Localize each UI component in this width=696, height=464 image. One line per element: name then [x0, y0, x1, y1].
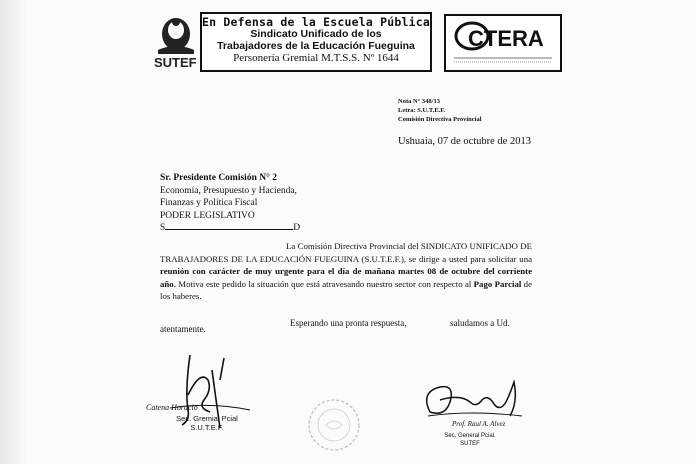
letterhead-box: [200, 12, 432, 72]
ctera-logo: [444, 14, 562, 72]
note-commission: Comisión Directiva Provincial: [398, 116, 482, 123]
union-name-line1: Sindicato Unificado de los: [250, 28, 382, 40]
signature-right-org: SUTEF: [460, 441, 480, 447]
addressee-d: D: [293, 223, 301, 233]
letterhead-title: En Defensa de la Escuela Pública: [202, 15, 430, 29]
note-number: Nota N° 348/13: [398, 98, 440, 105]
signature-left-role: Sec. Gremial Pcial: [176, 414, 238, 423]
addressee-s: S: [160, 223, 166, 233]
faded-stamp: [304, 395, 364, 455]
addressee-block: [160, 172, 300, 235]
sign-off: atentamente.: [160, 324, 206, 334]
signature-right-name: Prof. Raul A. Alvez: [452, 420, 506, 428]
letter-date: Ushuaia, 07 de octubre de 2013: [398, 136, 531, 147]
ctera-logo-icon: [446, 16, 560, 70]
personeria-gremial: Personería Gremial M.T.S.S. Nº 1644: [233, 52, 399, 64]
addressee-line1: Sr. Presidente Comisión N° 2: [160, 173, 278, 183]
addressee-line5: [160, 222, 300, 235]
sutef-logo: [148, 12, 200, 74]
note-letra: Letra: S.U.T.E.F.: [398, 107, 446, 114]
note-reference: [398, 97, 482, 124]
signature-left-name: Catena Horacio: [146, 403, 198, 412]
sutef-logo-text: SUTEF: [154, 55, 197, 70]
addressee-line3: Finanzas y Política Fiscal: [160, 198, 258, 208]
body-p1-cont: Motiva este pedido la situación que está atravesando nuestro sector con respecto al: [178, 278, 472, 289]
letter-body: [160, 240, 532, 303]
addressee-line4: PODER LEGISLATIVO: [160, 210, 255, 221]
body-pago-parcial: Pago Parcial: [473, 278, 522, 289]
body-p1-bold: reunión con carácter de muy urgente para el día de mañana martes 08 de octubre del corriente año.: [160, 266, 532, 289]
closing-salute: saludamos a Ud.: [450, 318, 510, 328]
signature-right-caption: [440, 432, 500, 448]
stamp-icon: [304, 395, 364, 455]
signature-left-org: S.U.T.E.F.: [190, 423, 224, 432]
sutef-logo-icon: [148, 12, 200, 74]
page-shadow: [0, 0, 28, 464]
body-p1-end: de los haberes.: [160, 278, 532, 301]
signature-left-caption: [152, 405, 262, 432]
body-p1: La Comisión Directiva Provincial del SINDICATO UNIFICADO DE TRABAJADORES DE LA EDUCACIÓN FUEGUINA (S.U.T.E.F.), se dirige a usted para solicitar una: [160, 241, 532, 264]
ctera-logo-text: CTERA: [468, 26, 544, 51]
blank-line: [165, 222, 293, 230]
closing-text: Esperando una pronta respuesta,: [290, 318, 407, 328]
signature-right-role: Sec. General Pcial.: [444, 433, 496, 439]
union-name-line2: Trabajadores de la Educación Fueguina: [217, 39, 415, 52]
addressee-line2: Economía, Presupuesto y Hacienda,: [160, 185, 297, 196]
